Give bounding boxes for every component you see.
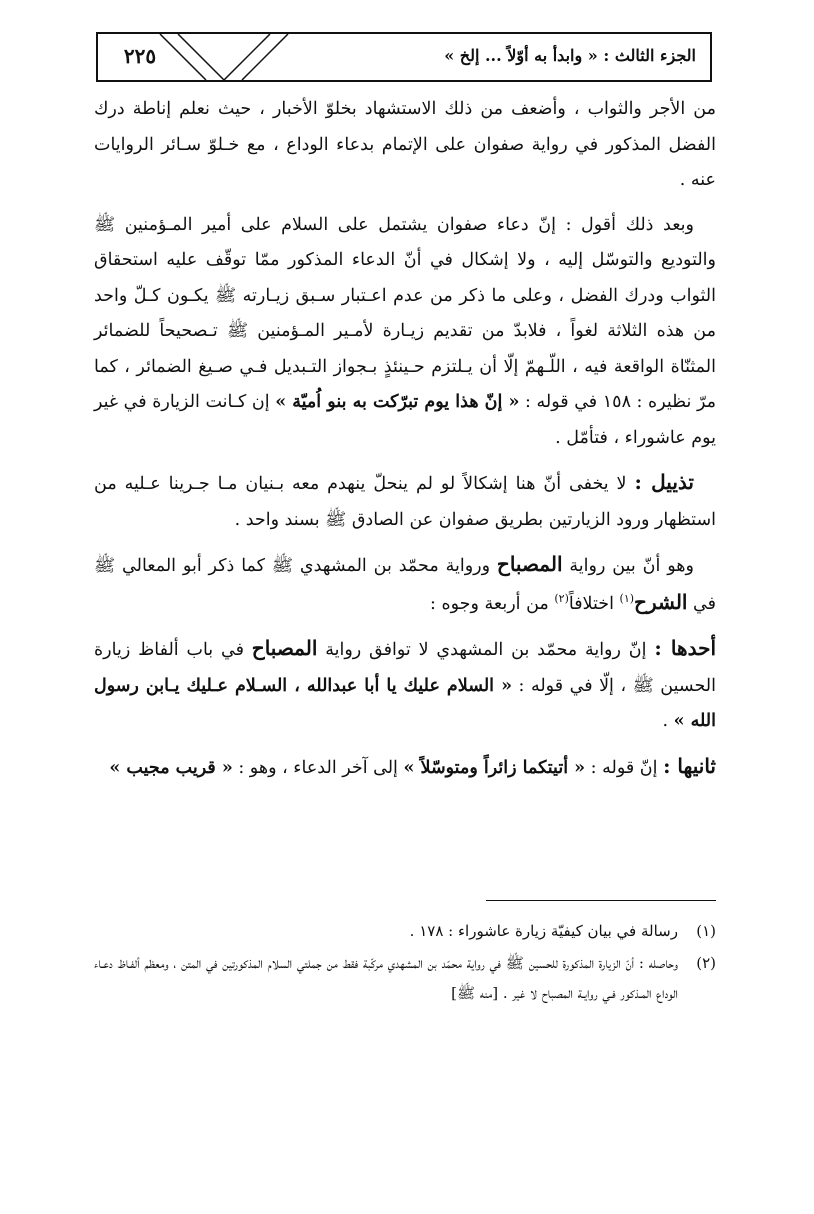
paragraph-tadhyil [94, 465, 716, 538]
page-header [96, 32, 712, 82]
paragraph-4-text-b: ورواية محمّد بن المشهدي ﷺ كما ذكر أبو المعالي ﷺ في [94, 556, 716, 614]
paragraph-ahaduha [94, 631, 716, 740]
paragraph-5-text-b: في باب ألفاظ زيارة الحسين ﷺ ، إلّا في قوله : [94, 640, 716, 696]
paragraph-6-text-a: إنّ قوله : [585, 757, 664, 778]
header-diagonal-3 [224, 34, 270, 80]
footnote-1-text: رسالة في بيان كيفيّة زيارة عاشوراء : ١٧٨ . [409, 922, 678, 940]
paragraph-1 [94, 92, 716, 199]
paragraph-2-text-a: وبعد ذلك أقول : إنّ دعاء صفوان يشتمل على السلام على أمير المـؤمنين ﷺ والتوديع والتوسّل إليه ، ولا إشكال في أنّ الدعاء المذكور ممّا توقّف عليه استحقاق الثواب ودرك الفضل ، وعلى ما ذكر من عدم اعـتبار سـبق زيـارته ﷺ يكـون كـلّ واحد من هذه الثلاثة لغواً ، فلابدّ من تقديم زيـارة لأمـير المـؤمنين ﷺ تـصحيحاً للضمائر المثنّاة الواقعة فيه ، اللّـهمّ إلّا أن يـلتزم حـينئذٍ بـجواز التـبديل فـي صـيغ الضمائر ، كما مرّ نظيره : ١٥٨ في قوله : [94, 214, 716, 412]
page-number: ٢٢٥ [123, 44, 157, 68]
paragraph-2 [94, 208, 716, 457]
footnote-2-text: وحاصله : أنّ الزيارة المذكورة للحسين ﷺ في رواية محمّد بن المشهدي مركّبة فقط من جملتي السلام المذكورتين في المتن ، ومعظم ألفـاظ دعـاء الوداع المـذكور فـي روايـة المصباح لا غير . [منه ﷺ] [94, 954, 678, 1002]
footnote-ref-1[interactable]: (١) [619, 591, 635, 605]
book-title-sharh: الشرح [634, 589, 688, 614]
footnotes [94, 916, 716, 1010]
footnote-ref-2[interactable]: (٢) [554, 591, 569, 605]
quote-ataytukuma: « أتيتكما زائراً ومتوسّلاً » [403, 757, 586, 778]
quote-bani-umayya: « إنّ هذا يوم تبرّكت به بنو اُميّة » [275, 392, 520, 412]
paragraph-thaniha [94, 749, 716, 787]
header-diagonal-2 [178, 34, 224, 80]
paragraph-4 [94, 547, 716, 622]
thaniha-heading: ثانيها : [663, 753, 716, 778]
book-title-misbah: المصباح [496, 552, 563, 576]
paragraph-5-text-a: إنّ رواية محمّد بن المشهدي لا توافق رواية [317, 640, 655, 660]
paragraph-4-text-d: من أربعة وجوه : [430, 593, 555, 614]
tadhyil-heading: تذييل : [634, 470, 694, 494]
footnote-2-number: (٢) [696, 954, 716, 972]
ahaduha-heading: أحدها : [654, 636, 716, 660]
footnote-1-number: (١) [696, 922, 716, 940]
footnote-separator [486, 900, 716, 901]
paragraph-4-text-a: وهو أنّ بين رواية [562, 556, 694, 576]
paragraph-6-text-b: إلى آخر الدعاء ، وهو : [232, 757, 404, 778]
tadhyil-text: لا يخفى أنّ هنا إشكالاً لو لم ينحلّ ينهدم معه بـنيان مـا جـرينا عـليه من استظهار ورود الزيارتين بطريق صفوان عن الصادق ﷺ بسند واحد . [94, 474, 716, 530]
quote-salam: « السلام عليك يا أبا عبدالله ، السـلام عـليك يـابن رسول الله » [94, 675, 716, 731]
header-diagonal-4 [242, 34, 288, 80]
footnote-2 [94, 948, 716, 1008]
paragraph-2-text-b: إن كـانت الزيارة في غير يوم عاشوراء ، فتأمّل . [94, 392, 716, 448]
book-title-misbah-2: المصباح [251, 636, 318, 660]
main-text [94, 92, 716, 795]
paragraph-5-end: . [662, 711, 674, 731]
paragraph-4-text-c: اختلافاً [568, 593, 620, 614]
running-head: الجزء الثالث : « وابدأ به أوّلاً ... إلخ » [444, 46, 696, 65]
quote-qarib-mujib: « قريب مجيب » [109, 757, 233, 778]
footnote-1 [94, 916, 716, 946]
paragraph-1-text: من الأجر والثواب ، وأضعف من ذلك الاستشهاد بخلوّ الأخبار ، حيث نعلم إناطة درك الفضل المذكور في رواية صفوان على الإتمام بدعاء الوداع ، مع خـلوّ سـائر الروايات عنه . [94, 99, 716, 190]
